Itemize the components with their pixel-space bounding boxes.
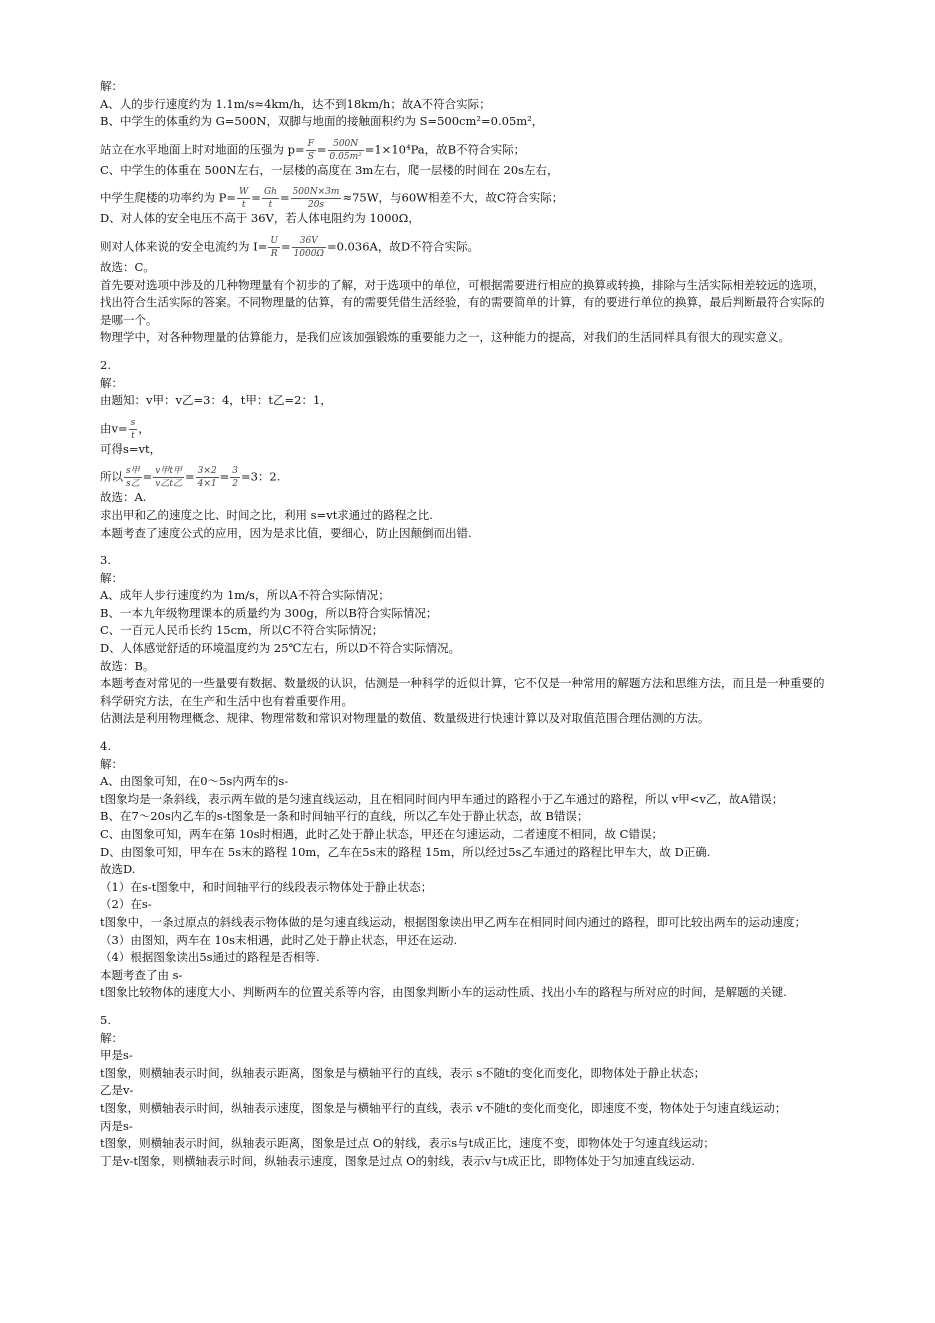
q5-number: 5. — [100, 1012, 111, 1027]
q2-number: 2. — [100, 357, 111, 372]
q4-solution — [100, 738, 835, 1002]
q4-option-a-body: t图象均是一条斜线，表示两车做的是匀速直线运动，且在相同时间内甲车通过的路程小于乙车通过的路程，所以 v甲<v乙，故A错误； — [100, 791, 784, 806]
q1-jie: 解： — [100, 79, 123, 93]
fraction: $\frac{500N}{\text{0.05m²}}$ — [329, 138, 362, 162]
q3-analysis: 本题考查对常见的一些量要有数据、数量级的认识，估测是一种科学的近似计算，它不仅是一种常用的解题方法和思维方法，而且是一种重要的科学研究方法，在生产和生活中也有着重要作用。 — [100, 676, 825, 708]
q5-jia-body: t图象，则横轴表示时间，纵轴表示距离，图象是与横轴平行的直线，表示 s不随t的变化而变化，即物体处于静止状态； — [100, 1065, 706, 1080]
q1-current-line: 则对人体来说的安全电流约为 I= $\frac{U}{R}$ = $\frac{36V}{1000\Omega}$ =0.036A，故D不符合实际。 — [100, 235, 480, 259]
q3-number: 3. — [100, 553, 111, 568]
q2-jie: 解： — [100, 375, 123, 390]
q4-jie: 解： — [100, 756, 123, 771]
q1-solution — [100, 78, 835, 347]
q5-yi-head: 乙是v- — [100, 1083, 134, 1098]
q4-comment-body: t图象比较物体的速度大小、判断两车的位置关系等内容，由图象判断小车的运动性质、找出小车的路程与所对应的时间，是解题的关键. — [100, 985, 787, 1000]
q4-comment-head: 本题考查了由 s- — [100, 967, 183, 982]
q4-option-d: D、由图象可知，甲车在 5s末的路程 10m，乙车在5s末的路程 15m，所以经过5s乙车通过的路程比甲车大，故 D正确. — [100, 844, 711, 859]
q4-step-3: （3）由图知，两车在 10s末相遇，此时乙处于静止状态，甲还在运动. — [100, 932, 458, 947]
q2-given: 由题知：v甲：v乙=3：4，t甲：t乙=2：1， — [100, 393, 332, 408]
q1-option-a: A、人的步行速度约为 1.1m/s≈4km/h，达不到18km/h；故A不符合实际； — [100, 96, 491, 111]
q5-jia-head: 甲是s- — [100, 1048, 133, 1063]
q4-step-2-body: t图象中，一条过原点的斜线表示物体做的是匀速直线运动，根据图象读出甲乙两车在相同时间内通过的路程，即可比较出两车的运动速度； — [100, 914, 807, 929]
fraction: v甲t甲 v乙t乙 — [155, 466, 182, 490]
fraction: $\frac{F}{S}$ — [307, 138, 314, 162]
fraction: $\frac{W}{t}$ — [239, 187, 249, 211]
fraction: $\frac{3\times 2}{4\times 1}$ — [197, 466, 217, 490]
q5-solution — [100, 1012, 835, 1170]
q4-option-b: B、在7～20s内乙车的s-t图象是一条和时间轴平行的直线，所以乙车处于静止状态，故 B错误； — [100, 809, 589, 824]
q2-solution — [100, 357, 835, 542]
q2-analysis: 求出甲和乙的速度之比、时间之比，利用 s=vt求通过的路程之比. — [100, 507, 433, 522]
q3-option-b: B、一本九年级物理课本的质量约为 300g，所以B符合实际情况； — [100, 605, 438, 620]
q3-comment: 估测法是利用物理概念、规律、物理常数和常识对物理量的数值、数量级进行快速计算以及对取值范围合理估测的方法。 — [100, 711, 710, 726]
q4-number: 4. — [100, 739, 111, 754]
q3-option-a: A、成年人步行速度约为 1m/s，所以A不符合实际情况； — [100, 588, 390, 603]
fraction: $\frac{Gh}{t}$ — [263, 187, 277, 211]
fraction: s甲 s乙 — [126, 466, 140, 490]
q1-option-b: B、中学生的体重约为 G=500N，双脚与地面的接触面积约为 S=500cm²=0.05m²， — [100, 114, 544, 129]
fraction: $\frac{s}{t}$ — [130, 417, 136, 441]
q1-answer: 故选：C。 — [100, 259, 155, 274]
q2-formula-line: 由v= $\frac{s}{t}$ ， — [100, 417, 150, 441]
q3-option-c: C、一百元人民币长约 15cm，所以C不符合实际情况； — [100, 623, 384, 638]
q5-ding: 丁是v-t图象，则横轴表示时间，纵轴表示速度，图象是过点 O的射线，表示v与t成正比，即物体处于匀加速直线运动. — [100, 1153, 695, 1168]
q5-yi-body: t图象，则横轴表示时间，纵轴表示速度，图象是与横轴平行的直线，表示 v不随t的变化而变化，即速度不变，物体处于匀速直线运动； — [100, 1100, 787, 1115]
q2-answer: 故选：A. — [100, 490, 147, 505]
q5-bing-body: t图象，则横轴表示时间，纵轴表示距离，图象是过点 O的射线，表示s与t成正比，速度不变，即物体处于匀速直线运动； — [100, 1136, 715, 1151]
q1-power-line: 中学生爬楼的功率约为 P= $\frac{W}{t}$ = $\frac{Gh}{t}$ = $\frac{500N\times 3m}{20s}$ ≈75W，与60W相差不大，故C符合实际； — [100, 187, 564, 211]
q1-option-d: D、对人体的安全电压不高于 36V，若人体电阻约为 1000Ω， — [100, 211, 420, 226]
q2-ratio-line: 所以 s甲 s乙 = v甲t甲 v乙t乙 = $\frac{3\times 2}{4\times 1}$ = $\frac{3}{2}$ =3：2. — [100, 466, 281, 490]
fraction: $\frac{500N\times 3m}{20s}$ — [292, 187, 340, 211]
fraction: $\frac{U}{R}$ — [270, 235, 278, 259]
q3-solution — [100, 552, 835, 728]
q4-option-a-head: A、由图象可知，在0～5s内两车的s- — [100, 774, 289, 789]
q4-step-4: （4）根据图象读出5s通过的路程是否相等. — [100, 950, 320, 965]
q2-comment: 本题考查了速度公式的应用，因为是求比值，要细心，防止因颠倒而出错. — [100, 525, 472, 540]
q3-option-d: D、人体感觉舒适的环境温度约为 25℃左右，所以D不符合实际情况。 — [100, 641, 461, 656]
q4-option-c: C、由图象可知，两车在第 10s时相遇，此时乙处于静止状态，甲还在匀速运动，二者速度不相同，故 C错误； — [100, 827, 663, 841]
q3-jie: 解： — [100, 570, 123, 585]
q5-jie: 解： — [100, 1030, 123, 1045]
fraction: $\frac{36V}{1000\Omega}$ — [293, 235, 324, 259]
q1-analysis: 首先要对选项中涉及的几种物理量有个初步的了解，对于选项中的单位，可根据需要进行相应的换算或转换，排除与生活实际相差较远的选项，找出符合生活实际的答案。不同物理量的估算，有的需要凭借生活经验，有的需要简单的计算，有的要进行单位的换算，最后判断最符合实际的是哪一个。 — [100, 277, 825, 327]
q4-answer: 故选D. — [100, 862, 136, 877]
q4-step-2-head: （2）在s- — [100, 897, 152, 912]
fraction: $\frac{3}{2}$ — [232, 466, 238, 490]
solution-document — [100, 78, 835, 1170]
q1-pressure-line: 站立在水平地面上时对地面的压强为 p= $\frac{F}{S}$ = $\frac{500N}{\text{0.05m²}}$ =1×10⁴Pa，故B不符合实际； — [100, 138, 526, 162]
q1-comment: 物理学中，对各种物理量的估算能力，是我们应该加强锻炼的重要能力之一，这种能力的提高，对我们的生活同样具有很大的现实意义。 — [100, 330, 790, 345]
q1-option-c: C、中学生的体重在 500N左右，一层楼的高度在 3m左右，爬一层楼的时间在 20s左右， — [100, 162, 559, 177]
q4-step-1: （1）在s-t图象中，和时间轴平行的线段表示物体处于静止状态； — [100, 879, 433, 894]
q5-bing-head: 丙是s- — [100, 1118, 133, 1133]
q3-answer: 故选：B。 — [100, 658, 155, 673]
q2-derived: 可得s=vt， — [100, 441, 162, 456]
